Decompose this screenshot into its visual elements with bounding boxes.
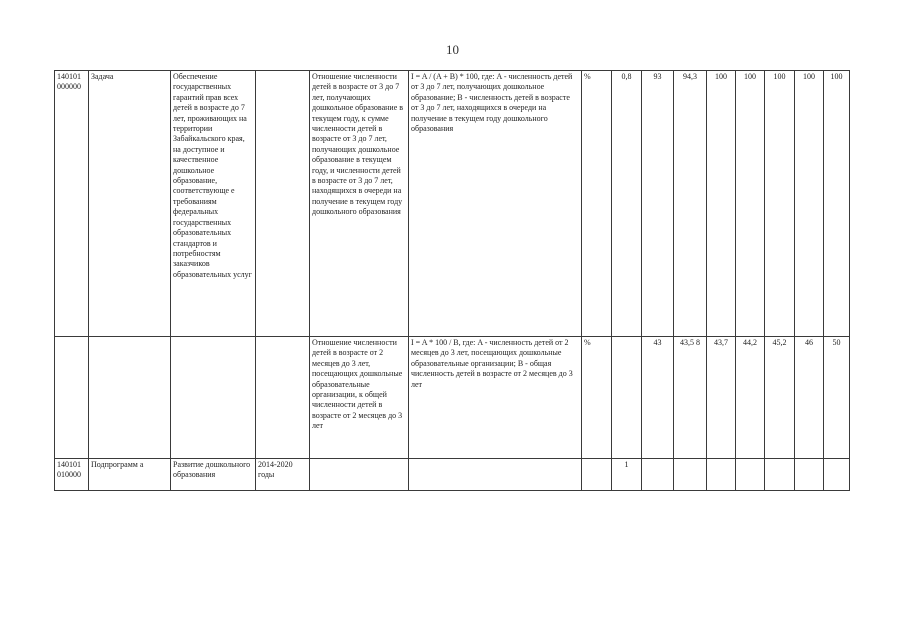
- value-cell: 43: [642, 337, 674, 459]
- value-cell: 100: [707, 71, 736, 337]
- name-cell: Обеспечение государственных гарантий прав всех детей в возрасте до 7 лет, проживающих на территории Забайкальского края, на доступное и качественное дошкольное образование, соответствующе е требованиям федеральных государственных образовательных стандартов и потребностям заказчиков образовательных услуг: [171, 71, 256, 337]
- value-cell: [795, 459, 824, 491]
- formula-cell: I = A / (A + B) * 100, где: A - численность детей от 3 до 7 лет, получающих дошкольное образование; B - численность детей в возрасте от 3 до 7 лет, находящихся в очереди на получение в текущем году дошкольного образования: [409, 71, 582, 337]
- code-cell: [55, 337, 89, 459]
- value-cell: 43,5 8: [674, 337, 707, 459]
- name-cell: [171, 337, 256, 459]
- unit-cell: %: [582, 337, 612, 459]
- value-cell: [674, 459, 707, 491]
- weight-cell: 1: [612, 459, 642, 491]
- value-cell: 46: [795, 337, 824, 459]
- value-cell: 100: [795, 71, 824, 337]
- years-cell: [256, 337, 310, 459]
- value-cell: 93: [642, 71, 674, 337]
- value-cell: [736, 459, 765, 491]
- value-cell: [824, 459, 850, 491]
- formula-cell: I = A * 100 / B, где: A - численность детей от 2 месяцев до 3 лет, посещающих дошкольные образовательные организации; B - общая численность детей в возрасте от 2 месяцев до 3 лет: [409, 337, 582, 459]
- unit-cell: %: [582, 71, 612, 337]
- weight-cell: [612, 337, 642, 459]
- type-cell: Подпрограмм а: [89, 459, 171, 491]
- value-cell: 44,2: [736, 337, 765, 459]
- value-cell: 50: [824, 337, 850, 459]
- value-cell: [642, 459, 674, 491]
- code-cell: 140101 010000: [55, 459, 89, 491]
- value-cell: 45,2: [765, 337, 795, 459]
- value-cell: 94,3: [674, 71, 707, 337]
- indicator-cell: [310, 459, 409, 491]
- table-row: [55, 71, 850, 337]
- value-cell: 43,7: [707, 337, 736, 459]
- type-cell: Задача: [89, 71, 171, 337]
- name-cell: Развитие дошкольного образования: [171, 459, 256, 491]
- table-row: [55, 337, 850, 459]
- value-cell: 100: [824, 71, 850, 337]
- table-row: [55, 459, 850, 491]
- value-cell: 100: [765, 71, 795, 337]
- value-cell: 100: [736, 71, 765, 337]
- weight-cell: 0,8: [612, 71, 642, 337]
- unit-cell: [582, 459, 612, 491]
- formula-cell: [409, 459, 582, 491]
- value-cell: [707, 459, 736, 491]
- indicator-cell: Отношение численности детей в возрасте от 3 до 7 лет, получающих дошкольное образование в текущем году, к сумме численности детей в возрасте от 3 до 7 лет, получающих дошкольное образование в текущем году, и численности детей в возрасте от 3 до 7 лет, находящихся в очереди на получение в текущем году дошкольного образования: [310, 71, 409, 337]
- indicator-cell: Отношение численности детей в возрасте от 2 месяцев до 3 лет, посещающих дошкольные образовательные организации, к общей численности детей в возрасте от 2 месяцев до 3 лет: [310, 337, 409, 459]
- years-cell: 2014-2020 годы: [256, 459, 310, 491]
- indicators-table: [54, 70, 850, 491]
- years-cell: [256, 71, 310, 337]
- page-number: 10: [446, 42, 459, 57]
- type-cell: [89, 337, 171, 459]
- code-cell: 140101 000000: [55, 71, 89, 337]
- value-cell: [765, 459, 795, 491]
